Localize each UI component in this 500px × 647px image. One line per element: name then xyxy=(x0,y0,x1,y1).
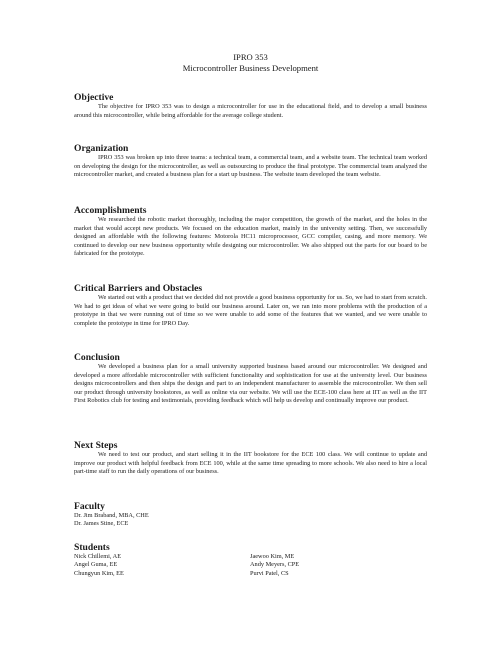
student-name: Nick Chillemi, AE xyxy=(74,553,122,560)
section-heading: Accomplishments xyxy=(74,205,147,216)
students-left-column xyxy=(74,553,250,578)
section-heading: Conclusion xyxy=(74,352,120,363)
document-page xyxy=(74,52,427,577)
section-faculty xyxy=(74,501,427,529)
student-name: Jaewoo Kim, ME xyxy=(250,553,295,560)
section-body: We researched the robotic market thoroughly, including the major competition, the growth of the market, and the holes in the market that would accept new products. We focused on the education market, mainly in the university setting. Then, we successfully designed an affordable with the following features: Motorola HC11 microprocessor, GCC compiler, casing, and more memory. We continued to develop our new business opportunity while designing our microcontroller. We also shipped out the parts for our board to be fabricated for the prototype. xyxy=(74,216,427,257)
section-organization xyxy=(74,143,427,180)
student-name: Andy Meyers, CPE xyxy=(250,561,300,569)
faculty-name: Dr. James Stine, ECE xyxy=(74,520,129,528)
section-objective xyxy=(74,92,427,120)
document-title xyxy=(74,52,427,74)
section-body: The objective for IPRO 353 was to design a microcontroller for use in the educational field, and to develop a small business around this microcontroller, while being affordable for the average college student. xyxy=(74,103,427,119)
section-accomplishments xyxy=(74,205,427,259)
section-next-steps xyxy=(74,440,427,477)
students-right-column xyxy=(250,553,426,578)
section-heading: Objective xyxy=(74,92,114,103)
section-body: We need to test our product, and start selling it in the IIT bookstore for the ECE 100 class. We will continue to update and improve our product with helpful feedback from ECE 100, while at the same time spreading to more schools. We also need to hire a local part-time staff to run the daily operations of our business. xyxy=(74,451,427,475)
section-heading: Critical Barriers and Obstacles xyxy=(74,283,203,294)
faculty-name: Dr. Jim Braband, MBA, CHE xyxy=(74,512,149,519)
student-name: Angel Guma, EE xyxy=(74,561,118,569)
section-conclusion xyxy=(74,352,427,406)
project-title: Microcontroller Business Development xyxy=(182,63,319,73)
student-name: Purvi Patel, CS xyxy=(250,569,289,577)
section-students xyxy=(74,542,427,578)
section-body: We developed a business plan for a small university supported business based around our microcontroller. We designed and developed a more affordable microcontroller with sufficient functionality and sophistication for use at the university level. Our business designs microcontrollers and then ships the design and part to an independent manufacturer to assemble the microcontroller. We then sell our product through university bookstores, as well as online via our website. We will use the ECE-100 class here at IIT as well as the IIT First Robotics club for testing and testimonials, providing feedback which will help us develop and continually improve our product. xyxy=(74,363,427,404)
course-code: IPRO 353 xyxy=(233,52,268,62)
section-body: IPRO 353 was broken up into three teams: a technical team, a commercial team, and a website team. The technical team worked on developing the design for the microcontroller, as well as outsourcing to produce the final prototype. The commercial team analyzed the microcontroller market, and created a business plan for a start up business. The website team developed the team website. xyxy=(74,154,427,178)
student-name: Chungyun Kim, EE xyxy=(74,569,124,577)
section-heading: Next Steps xyxy=(74,440,118,451)
section-critical-barriers xyxy=(74,283,427,328)
section-heading: Faculty xyxy=(74,501,105,512)
section-body: We started out with a product that we decided did not provide a good business opportunity for us. So, we had to start from scratch. We had to get ideas of what we were going to build our business around. Later on, we ran into more problems with the production of a prototype in that we were running out of time so we were unable to add some of the features that we wanted, and we were unable to complete the prototype in time for IPRO Day. xyxy=(74,294,427,327)
section-heading: Organization xyxy=(74,143,129,154)
section-heading: Students xyxy=(74,542,110,553)
